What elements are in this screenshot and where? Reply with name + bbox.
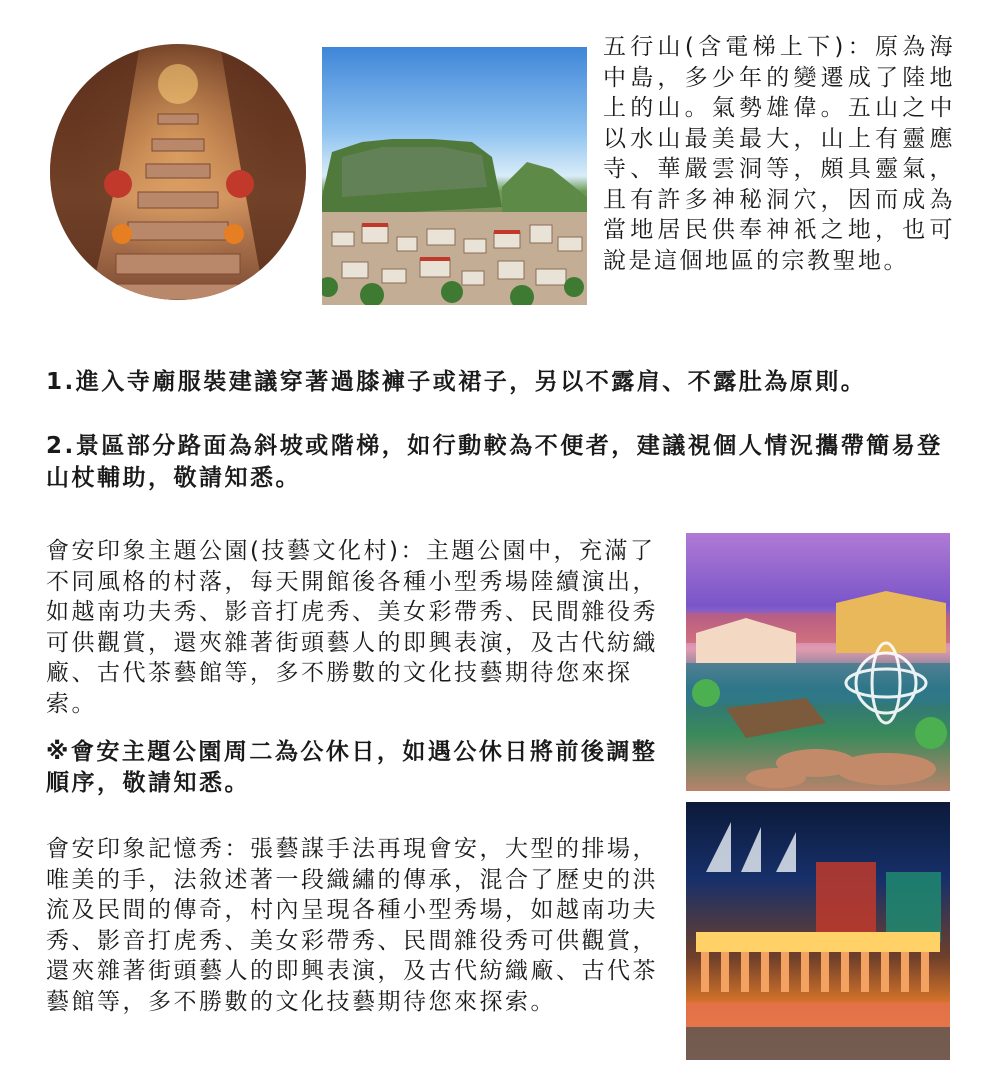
cave-temple-illustration	[50, 44, 306, 300]
cave-temple-photo	[50, 44, 306, 300]
theme-park-closure-notice: ※會安主題公園周二為公休日，如遇公休日將前後調整順序，敬請知悉。	[46, 739, 658, 796]
notice-temple-dress-code: 1.進入寺廟服裝建議穿著過膝褲子或裙子，另以不露肩、不露肚為原則。	[46, 369, 867, 395]
memory-show-description: 會安印象記憶秀：張藝謀手法再現會安，大型的排場，唯美的手，法敘述著一段織繡的傳承，混合了歷史的洪流及民間的傳奇，村內呈現各種小型秀場，如越南功夫秀、影音打虎秀、美女彩帶秀、民間雜役秀可供觀賞，還夾雜著街頭藝人的即興表演，及古代紡織廠、古代茶藝館等，多不勝數的文化技藝期待您來探索。	[46, 836, 658, 1015]
marble-mountain-illustration	[322, 47, 587, 305]
notice-walking-stick: 2.景區部分路面為斜坡或階梯，如行動較為不便者，建議視個人情況攜帶簡易登山杖輔助，敬請知悉。	[46, 433, 943, 491]
marble-mountain-photo	[322, 47, 587, 305]
theme-park-description: 會安印象主題公園(技藝文化村)：主題公園中，充滿了不同風格的村落，每天開館後各種小型秀場陸續演出，如越南功夫秀、影音打虎秀、美女彩帶秀、民間雜役秀可供觀賞，還夾雜著街頭藝人的即興表演，及古代紡織廠、古代茶藝館等，多不勝數的文化技藝期待您來探索。	[46, 538, 658, 717]
marble-mountains-description: 五行山(含電梯上下)：原為海中島，多少年的變遷成了陸地上的山。氣勢雄偉。五山之中以水山最美最大，山上有靈應寺、華嚴雲洞等，頗具靈氣，且有許多神秘洞穴，因而成為當地居民供奉神祇之地，也可說是這個地區的宗教聖地。	[603, 34, 955, 274]
theme-park-illustration	[686, 533, 950, 791]
theme-park-photo	[686, 533, 950, 791]
memory-show-photo	[686, 802, 950, 1060]
memory-show-illustration	[686, 802, 950, 1060]
